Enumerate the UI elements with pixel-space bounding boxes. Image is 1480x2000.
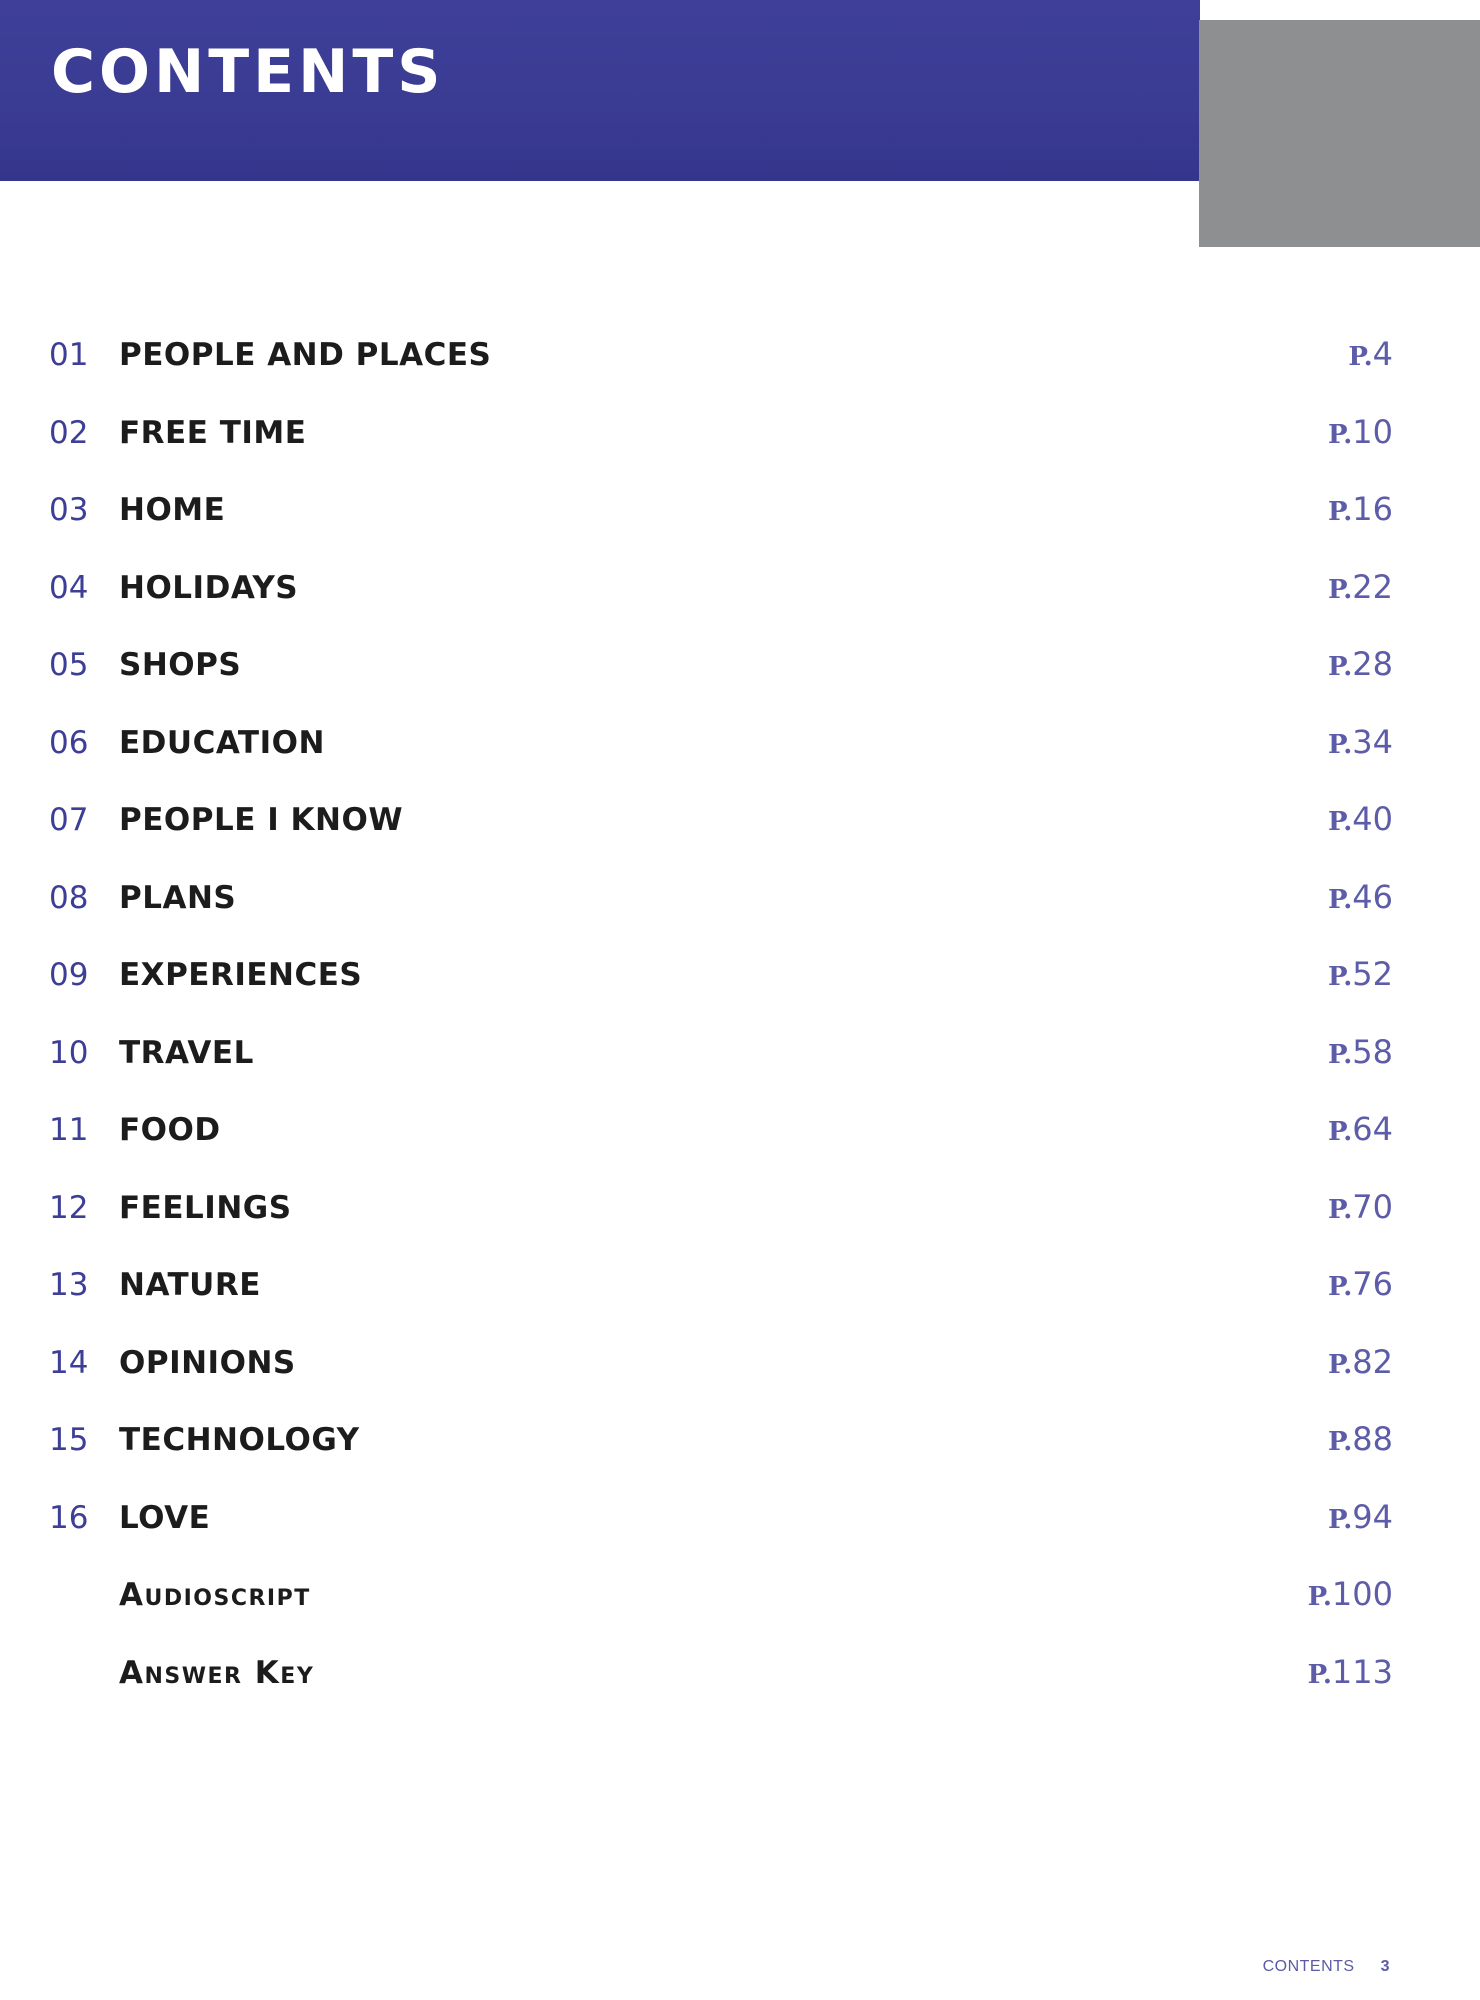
toc-unit-number: 02 [49, 414, 89, 451]
toc-row-08[interactable] [0, 869, 1480, 947]
toc-row-02[interactable] [0, 404, 1480, 482]
page-number: 113 [1331, 1652, 1393, 1691]
toc-unit-title: PEOPLE AND PLACES [119, 337, 492, 373]
toc-row-16[interactable] [0, 1489, 1480, 1567]
toc-unit-number: 05 [49, 647, 89, 683]
toc-page-ref [1327, 412, 1393, 451]
toc-page-ref [1327, 490, 1393, 528]
toc-page-ref [1327, 1497, 1393, 1536]
toc-page-ref [1327, 877, 1393, 916]
page-number: 64 [1352, 1110, 1393, 1148]
toc-unit-title: Answer Key [119, 1654, 315, 1691]
page-prefix: P. [1327, 419, 1353, 450]
toc-unit-number: 16 [49, 1499, 89, 1536]
page-number: 16 [1352, 490, 1393, 528]
toc-unit-title: EDUCATION [119, 724, 325, 761]
page-prefix: P. [1307, 1659, 1332, 1690]
page-title: CONTENTS [51, 37, 445, 107]
page-prefix: P. [1327, 962, 1353, 992]
page-number: 46 [1352, 877, 1393, 916]
page-prefix: P. [1327, 884, 1353, 915]
toc-unit-title: HOLIDAYS [119, 569, 299, 606]
page-prefix: P. [1327, 652, 1353, 682]
toc-row-11[interactable] [0, 1101, 1480, 1179]
toc-unit-title: PLANS [119, 879, 237, 916]
toc-unit-number: 07 [49, 802, 89, 838]
table-of-contents [0, 326, 1480, 1721]
toc-row-15[interactable] [0, 1411, 1480, 1489]
toc-page-ref [1327, 1187, 1393, 1226]
page-prefix: P. [1348, 342, 1373, 372]
page-prefix: P. [1327, 729, 1353, 760]
page-prefix: P. [1327, 1272, 1353, 1302]
toc-page-ref [1327, 800, 1393, 838]
page-prefix: P. [1327, 574, 1353, 605]
page-prefix: P. [1327, 497, 1353, 527]
page-number: 28 [1352, 645, 1393, 683]
footer-page-number: 3 [1380, 1958, 1390, 1975]
toc-unit-title: NATURE [119, 1267, 261, 1303]
toc-unit-title: FREE TIME [119, 414, 307, 451]
toc-unit-title: Audioscript [119, 1577, 311, 1613]
page-number: 82 [1352, 1342, 1393, 1381]
toc-page-ref [1327, 567, 1393, 606]
page-prefix: P. [1327, 1117, 1353, 1147]
page-prefix: P. [1327, 807, 1353, 837]
toc-unit-number: 15 [49, 1422, 89, 1458]
page-number: 88 [1352, 1420, 1393, 1458]
page-number: 22 [1352, 567, 1393, 606]
toc-row-12[interactable] [0, 1179, 1480, 1257]
header-band [0, 0, 1200, 181]
page-number: 76 [1352, 1265, 1393, 1303]
toc-row-01[interactable] [0, 326, 1480, 404]
toc-unit-title: TECHNOLOGY [119, 1422, 360, 1458]
page-prefix: P. [1327, 1349, 1353, 1380]
page-number: 40 [1352, 800, 1393, 838]
page-prefix: P. [1327, 1039, 1353, 1070]
page-prefix: P. [1327, 1427, 1353, 1457]
toc-page-ref [1327, 722, 1393, 761]
toc-row-13[interactable] [0, 1256, 1480, 1334]
toc-page-ref [1307, 1575, 1393, 1613]
toc-page-ref [1307, 1652, 1393, 1691]
toc-page-ref [1327, 955, 1393, 993]
toc-unit-title: FEELINGS [119, 1189, 292, 1226]
toc-unit-number: 03 [49, 492, 89, 528]
page-prefix: P. [1327, 1504, 1353, 1535]
page-prefix: P. [1327, 1194, 1353, 1225]
toc-unit-number: 10 [49, 1034, 89, 1071]
page-number: 4 [1372, 335, 1393, 373]
toc-unit-number: 06 [49, 724, 89, 761]
page-number: 70 [1352, 1187, 1393, 1226]
toc-unit-title: LOVE [119, 1499, 211, 1536]
toc-page-ref [1327, 1032, 1393, 1071]
footer-label: CONTENTS [1262, 1958, 1355, 1975]
toc-unit-title: HOME [119, 492, 226, 528]
toc-unit-title: SHOPS [119, 647, 242, 683]
toc-row-answer-key[interactable] [0, 1644, 1480, 1722]
toc-row-14[interactable] [0, 1334, 1480, 1412]
page-footer [1263, 1958, 1390, 1976]
page-number: 52 [1352, 955, 1393, 993]
toc-unit-number: 11 [49, 1112, 89, 1148]
page-number: 10 [1352, 412, 1393, 451]
toc-unit-number: 09 [49, 957, 89, 993]
toc-unit-number: 13 [49, 1267, 89, 1303]
page-number: 58 [1352, 1032, 1393, 1071]
toc-page-ref [1348, 335, 1393, 373]
toc-unit-number: 08 [49, 879, 89, 916]
page-number: 94 [1352, 1497, 1393, 1536]
toc-unit-number: 12 [49, 1189, 89, 1226]
toc-unit-title: EXPERIENCES [119, 957, 363, 993]
toc-page-ref [1327, 1420, 1393, 1458]
toc-row-03[interactable] [0, 481, 1480, 559]
toc-unit-number: 04 [49, 569, 89, 606]
toc-unit-number: 01 [49, 337, 89, 373]
toc-row-audioscript[interactable] [0, 1566, 1480, 1644]
toc-row-04[interactable] [0, 559, 1480, 637]
toc-unit-title: TRAVEL [119, 1034, 254, 1071]
toc-row-09[interactable] [0, 946, 1480, 1024]
toc-page-ref [1327, 1265, 1393, 1303]
page-prefix: P. [1307, 1582, 1332, 1612]
toc-page-ref [1327, 1342, 1393, 1381]
toc-row-10[interactable] [0, 1024, 1480, 1102]
grey-corner-block [1199, 20, 1480, 247]
page-number: 34 [1352, 722, 1393, 761]
toc-unit-title: PEOPLE I KNOW [119, 802, 404, 838]
toc-row-07[interactable] [0, 791, 1480, 869]
toc-page-ref [1327, 645, 1393, 683]
toc-unit-title: FOOD [119, 1112, 221, 1148]
toc-unit-title: OPINIONS [119, 1344, 296, 1381]
toc-unit-number: 14 [49, 1344, 89, 1381]
toc-row-05[interactable] [0, 636, 1480, 714]
toc-row-06[interactable] [0, 714, 1480, 792]
page-number: 100 [1331, 1575, 1393, 1613]
toc-page-ref [1327, 1110, 1393, 1148]
